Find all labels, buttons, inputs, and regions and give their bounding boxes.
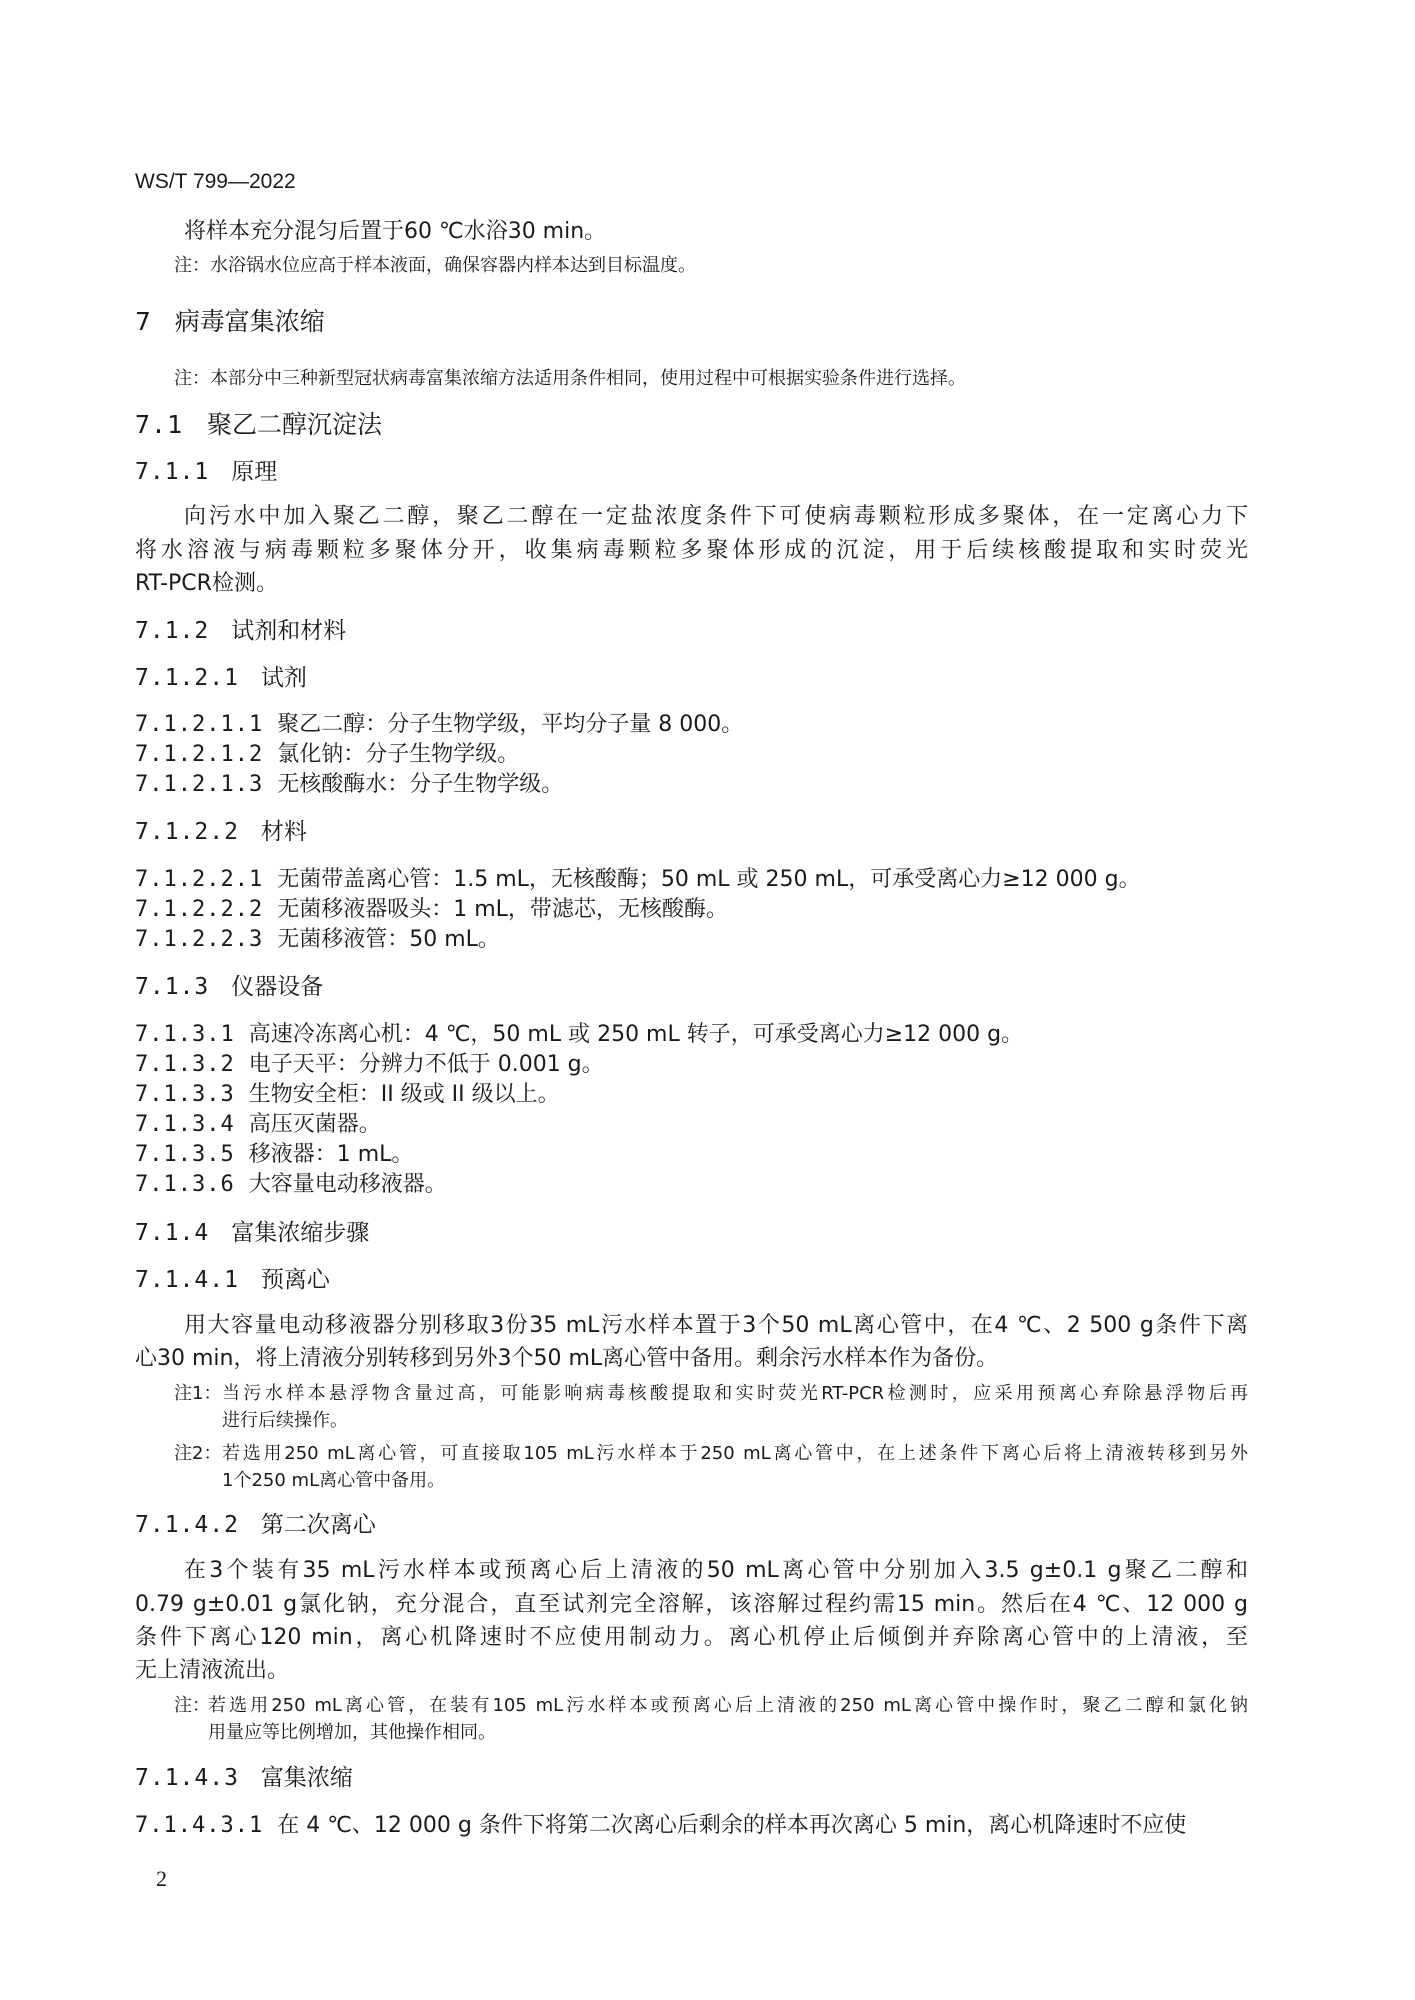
paragraph-line: RT-PCR检测。	[135, 571, 278, 596]
item-number: 7.1.2.2.1	[135, 867, 264, 892]
item-number: 7.1.2.1.2	[135, 742, 264, 767]
note: 注：本部分中三种新型冠状病毒富集浓缩方法适用条件相同，使用过程中可根据实验条件进行选择。	[174, 368, 966, 389]
item-number: 7.1.2.1.3	[135, 772, 264, 797]
note-line: 当污水样本悬浮物含量过高，可能影响病毒核酸提取和实时荧光RT-PCR检测时，应采用预离心弃除悬浮物后再	[222, 1383, 1248, 1404]
item-text: 高压灭菌器。	[248, 1112, 381, 1137]
section-title: 仪器设备	[231, 974, 324, 1000]
note-line: 用量应等比例增加，其他操作相同。	[208, 1722, 496, 1743]
item-text: 在 4 ℃、12 000 g 条件下将第二次离心后剩余的样本再次离心 5 min，离心机降速时不应使	[277, 1813, 1187, 1838]
section-heading	[135, 1511, 376, 1539]
paragraph-line: 心30 min，将上清液分别转移到另外3个50 mL离心管中备用。剩余污水样本作为备份。	[135, 1346, 999, 1371]
item-text: 氯化钠：分子生物学级。	[277, 742, 520, 767]
section-heading	[135, 458, 277, 486]
item-number: 7.1.3.2	[135, 1052, 235, 1077]
list-item	[135, 926, 500, 954]
item-text: 生物安全柜：II 级或 II 级以上。	[248, 1082, 560, 1107]
item-text: 移液器：1 mL。	[248, 1142, 414, 1167]
item-number: 7.1.2.2.2	[135, 897, 264, 922]
paragraph-line: 在3个装有35 mL污水样本或预离心后上清液的50 mL离心管中分别加入3.5 g±0.1 g聚乙二醇和	[184, 1558, 1248, 1583]
paragraph-line: 0.79 g±0.01 g氯化钠，充分混合，直至试剂完全溶解，该溶解过程约需15 min。然后在4 ℃、12 000 g	[135, 1592, 1248, 1617]
section-title: 原理	[231, 459, 278, 485]
section-title: 第二次离心	[260, 1512, 376, 1538]
item-text: 无核酸酶水：分子生物学级。	[277, 772, 564, 797]
section-heading	[135, 308, 325, 336]
section-title: 预离心	[260, 1267, 330, 1293]
item-number: 7.1.4.3.1	[135, 1813, 264, 1838]
section-number: 7.1.4.1	[135, 1267, 239, 1293]
note-line: 进行后续操作。	[222, 1410, 348, 1431]
item-number: 7.1.3.1	[135, 1022, 235, 1047]
paragraph-line: 将水溶液与病毒颗粒多聚体分开，收集病毒颗粒多聚体形成的沉淀，用于后续核酸提取和实时荧光	[135, 538, 1248, 563]
list-item	[135, 1051, 604, 1079]
note: 注：水浴锅水位应高于样本液面，确保容器内样本达到目标温度。	[174, 255, 696, 276]
note-label: 注2：	[174, 1443, 222, 1464]
list-item	[135, 711, 743, 739]
list-item	[135, 896, 728, 924]
section-number: 7.1.4.2	[135, 1512, 239, 1538]
section-number: 7.1.2	[135, 618, 210, 644]
document-id: WS/T 799—2022	[135, 170, 296, 193]
item-number: 7.1.2.2.3	[135, 927, 264, 952]
paragraph-line: 无上清液流出。	[135, 1658, 290, 1683]
item-number: 7.1.3.3	[135, 1082, 235, 1107]
paragraph-line: 用大容量电动移液器分别移取3份35 mL污水样本置于3个50 mL离心管中，在4 ℃、2 500 g条件下离	[184, 1313, 1248, 1338]
section-title: 富集浓缩步骤	[231, 1220, 370, 1246]
list-item	[135, 1021, 1023, 1049]
section-heading	[135, 818, 307, 846]
section-number: 7.1	[135, 410, 184, 439]
item-text: 无菌移液器吸头：1 mL，带滤芯，无核酸酶。	[277, 897, 728, 922]
section-number: 7.1.1	[135, 459, 210, 485]
list-item	[135, 1111, 381, 1139]
list-item	[135, 1141, 413, 1169]
item-text: 聚乙二醇：分子生物学级，平均分子量 8 000。	[277, 712, 744, 737]
section-heading	[135, 1764, 353, 1792]
list-item	[135, 1812, 1186, 1840]
section-title: 富集浓缩	[260, 1765, 353, 1791]
section-heading	[135, 617, 346, 645]
list-item	[135, 866, 1141, 894]
section-heading	[135, 411, 382, 439]
item-text: 无菌带盖离心管：1.5 mL，无核酸酶；50 mL 或 250 mL，可承受离心力≥12 000 g。	[277, 867, 1141, 892]
item-number: 7.1.2.1.1	[135, 712, 264, 737]
section-title: 病毒富集浓缩	[174, 307, 325, 336]
section-heading	[135, 1219, 369, 1247]
section-number: 7.1.3	[135, 974, 210, 1000]
note-label: 注：	[174, 1695, 210, 1716]
paragraph-line: 条件下离心120 min，离心机降速时不应使用制动力。离心机停止后倾倒并弃除离心管中的上清液，至	[135, 1625, 1248, 1650]
paragraph-line: 向污水中加入聚乙二醇，聚乙二醇在一定盐浓度条件下可使病毒颗粒形成多聚体，在一定离心力下	[184, 504, 1248, 529]
item-text: 高速冷冻离心机：4 ℃，50 mL 或 250 mL 转子，可承受离心力≥12 000 g。	[248, 1022, 1024, 1047]
item-number: 7.1.3.6	[135, 1172, 235, 1197]
section-number: 7.1.4.3	[135, 1765, 239, 1791]
section-heading	[135, 664, 307, 692]
list-item	[135, 1171, 447, 1199]
section-title: 材料	[260, 819, 307, 845]
section-title: 聚乙二醇沉淀法	[207, 410, 383, 439]
note-line: 若选用250 mL离心管，在装有105 mL污水样本或预离心后上清液的250 mL离心管中操作时，聚乙二醇和氯化钠	[208, 1695, 1248, 1716]
section-heading	[135, 1266, 330, 1294]
item-number: 7.1.3.4	[135, 1112, 235, 1137]
section-title: 试剂和材料	[231, 618, 347, 644]
page-number: 2	[156, 1866, 167, 1891]
note-line: 若选用250 mL离心管，可直接取105 mL污水样本于250 mL离心管中，在上述条件下离心后将上清液转移到另外	[222, 1443, 1248, 1464]
item-number: 7.1.3.5	[135, 1142, 235, 1167]
section-number: 7.1.2.1	[135, 665, 239, 691]
item-text: 电子天平：分辨力不低于 0.001 g。	[248, 1052, 604, 1077]
section-number: 7	[135, 307, 151, 336]
paragraph-line: 将样本充分混匀后置于60 ℃水浴30 min。	[184, 219, 607, 244]
section-heading	[135, 973, 323, 1001]
item-text: 大容量电动移液器。	[248, 1172, 447, 1197]
list-item	[135, 771, 563, 799]
list-item	[135, 741, 519, 769]
section-number: 7.1.2.2	[135, 819, 239, 845]
item-text: 无菌移液管：50 mL。	[277, 927, 500, 952]
list-item	[135, 1081, 560, 1109]
section-number: 7.1.4	[135, 1220, 210, 1246]
note-label: 注1：	[174, 1383, 222, 1404]
section-title: 试剂	[260, 665, 307, 691]
note-line: 1个250 mL离心管中备用。	[222, 1470, 446, 1491]
